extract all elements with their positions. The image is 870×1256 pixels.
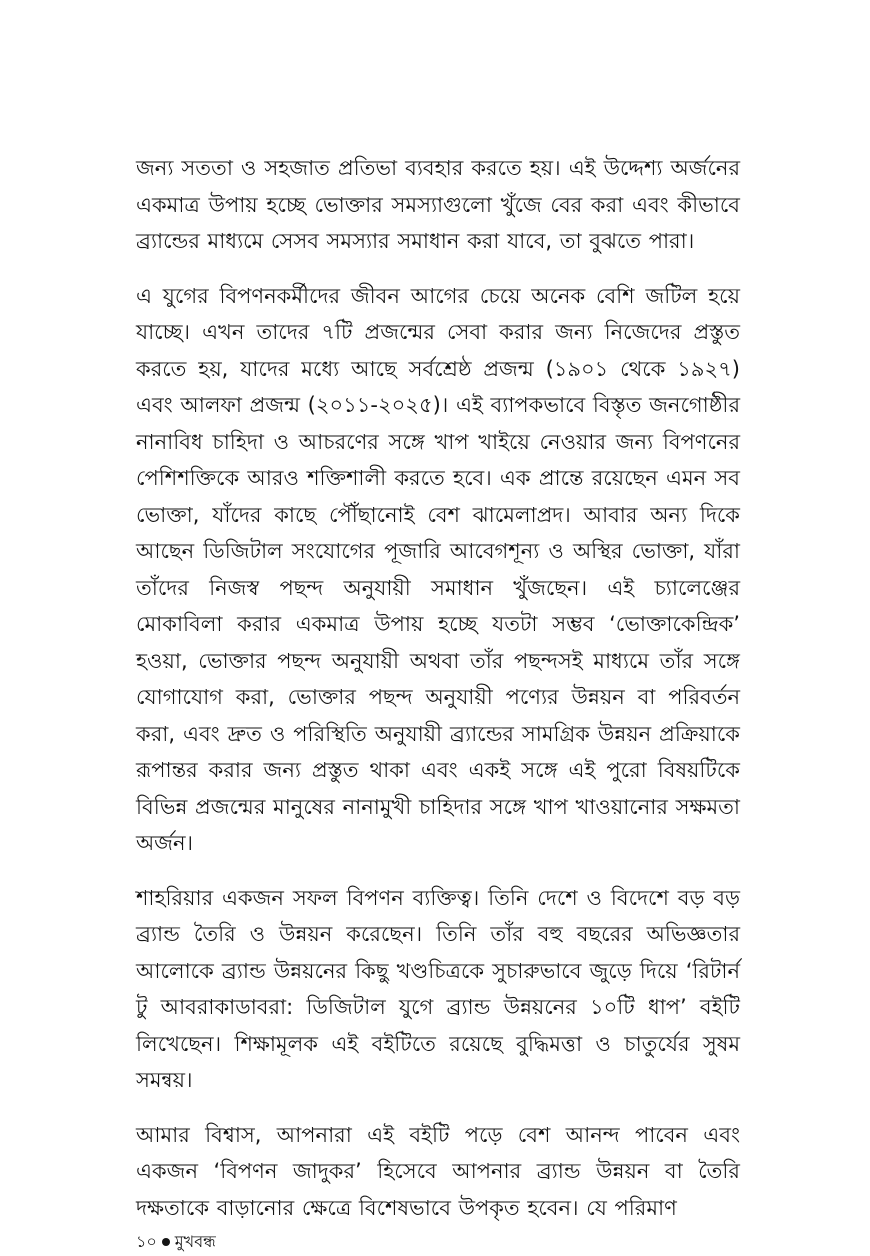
paragraph-4: আমার বিশ্বাস, আপনারা এই বইটি পড়ে বেশ আনন্দ পাবেন এবং একজন ‘বিপণন জাদুকর’ হিসেবে আপনার ব্র্যান্ড উন্নয়ন বা তৈরি দক্ষতাকে বাড়ানোর ক্ষেত্রে বিশেষভাবে উপকৃত হবেন। যে পরিমাণ xyxy=(136,1122,740,1220)
paragraph-3: শাহরিয়ার একজন সফল বিপণন ব্যক্তিত্ব। তিনি দেশে ও বিদেশে বড় বড় ব্র্যান্ড তৈরি ও উন্নয়ন করেছেন। তিনি তাঁর বহু বছরের অভিজ্ঞতার আলোকে ব্র্যান্ড উন্নয়নের কিছু খণ্ডচিত্রকে সুচারুভাবে জুড়ে দিয়ে ‘রিটার্ন টু আবরাকাডাবরা: ডিজিটাল যুগে ব্র্যান্ড উন্নয়নের ১০টি ধাপ’ বইটি লিখেছেন। শিক্ষামূলক এই বইটিতে রয়েছে বুদ্ধিমত্তা ও চাতুর্যের সুষম সমন্বয়। xyxy=(136,885,740,1092)
page-body xyxy=(136,150,740,1244)
page-footer xyxy=(136,1232,216,1252)
page-number: ১০ xyxy=(136,1232,157,1251)
paragraph-1: জন্য সততা ও সহজাত প্রতিভা ব্যবহার করতে হয়। এই উদ্দেশ্য অর্জনের একমাত্র উপায় হচ্ছে ভোক্তার সমস্যাগুলো খুঁজে বের করা এবং কীভাবে ব্র্যান্ডের মাধ্যমে সেসব সমস্যার সমাধান করা যাবে, তা বুঝতে পারা। xyxy=(136,156,740,253)
bullet-separator-icon xyxy=(162,1238,170,1246)
section-title: মুখবন্ধ xyxy=(174,1232,216,1251)
paragraph-2: এ যুগের বিপণনকর্মীদের জীবন আগের চেয়ে অনেক বেশি জটিল হয়ে যাচ্ছে। এখন তাদের ৭টি প্রজন্মের সেবা করার জন্য নিজেদের প্রস্তুত করতে হয়, যাদের মধ্যে আছে সর্বশ্রেষ্ঠ প্রজন্ম (১৯০১ থেকে ১৯২৭) এবং আলফা প্রজন্ম (২০১১-২০২৫)। এই ব্যাপকভাবে বিস্তৃত জনগোষ্ঠীর নানাবিধ চাহিদা ও আচরণের সঙ্গে খাপ খাইয়ে নেওয়ার জন্য বিপণনের পেশিশক্তিকে আরও শক্তিশালী করতে হবে। এক প্রান্তে রয়েছেন এমন সব ভোক্তা, যাঁদের কাছে পৌঁছানোই বেশ ঝামেলাপ্রদ। আবার অন্য দিকে আছেন ডিজিটাল সংযোগের পূজারি আবেগশূন্য ও অস্থির ভোক্তা, যাঁরা তাঁদের নিজস্ব পছন্দ অনুযায়ী সমাধান খুঁজছেন। এই চ্যালেঞ্জের মোকাবিলা করার একমাত্র উপায় হচ্ছে যতটা সম্ভব ‘ভোক্তাকেন্দ্রিক’ হওয়া, ভোক্তার পছন্দ অনুযায়ী অথবা তাঁর পছন্দসই মাধ্যমে তাঁর সঙ্গে যোগাযোগ করা, ভোক্তার পছন্দ অনুযায়ী পণ্যের উন্নয়ন বা পরিবর্তন করা, এবং দ্রুত ও পরিস্থিতি অনুযায়ী ব্র্যান্ডের সামগ্রিক উন্নয়ন প্রক্রিয়াকে রূপান্তর করার জন্য প্রস্তুত থাকা এবং একই সঙ্গে এই পুরো বিষয়টিকে বিভিন্ন প্রজন্মের মানুষের নানামুখী চাহিদার সঙ্গে খাপ খাওয়ানোর সক্ষমতা অর্জন। xyxy=(136,283,740,855)
